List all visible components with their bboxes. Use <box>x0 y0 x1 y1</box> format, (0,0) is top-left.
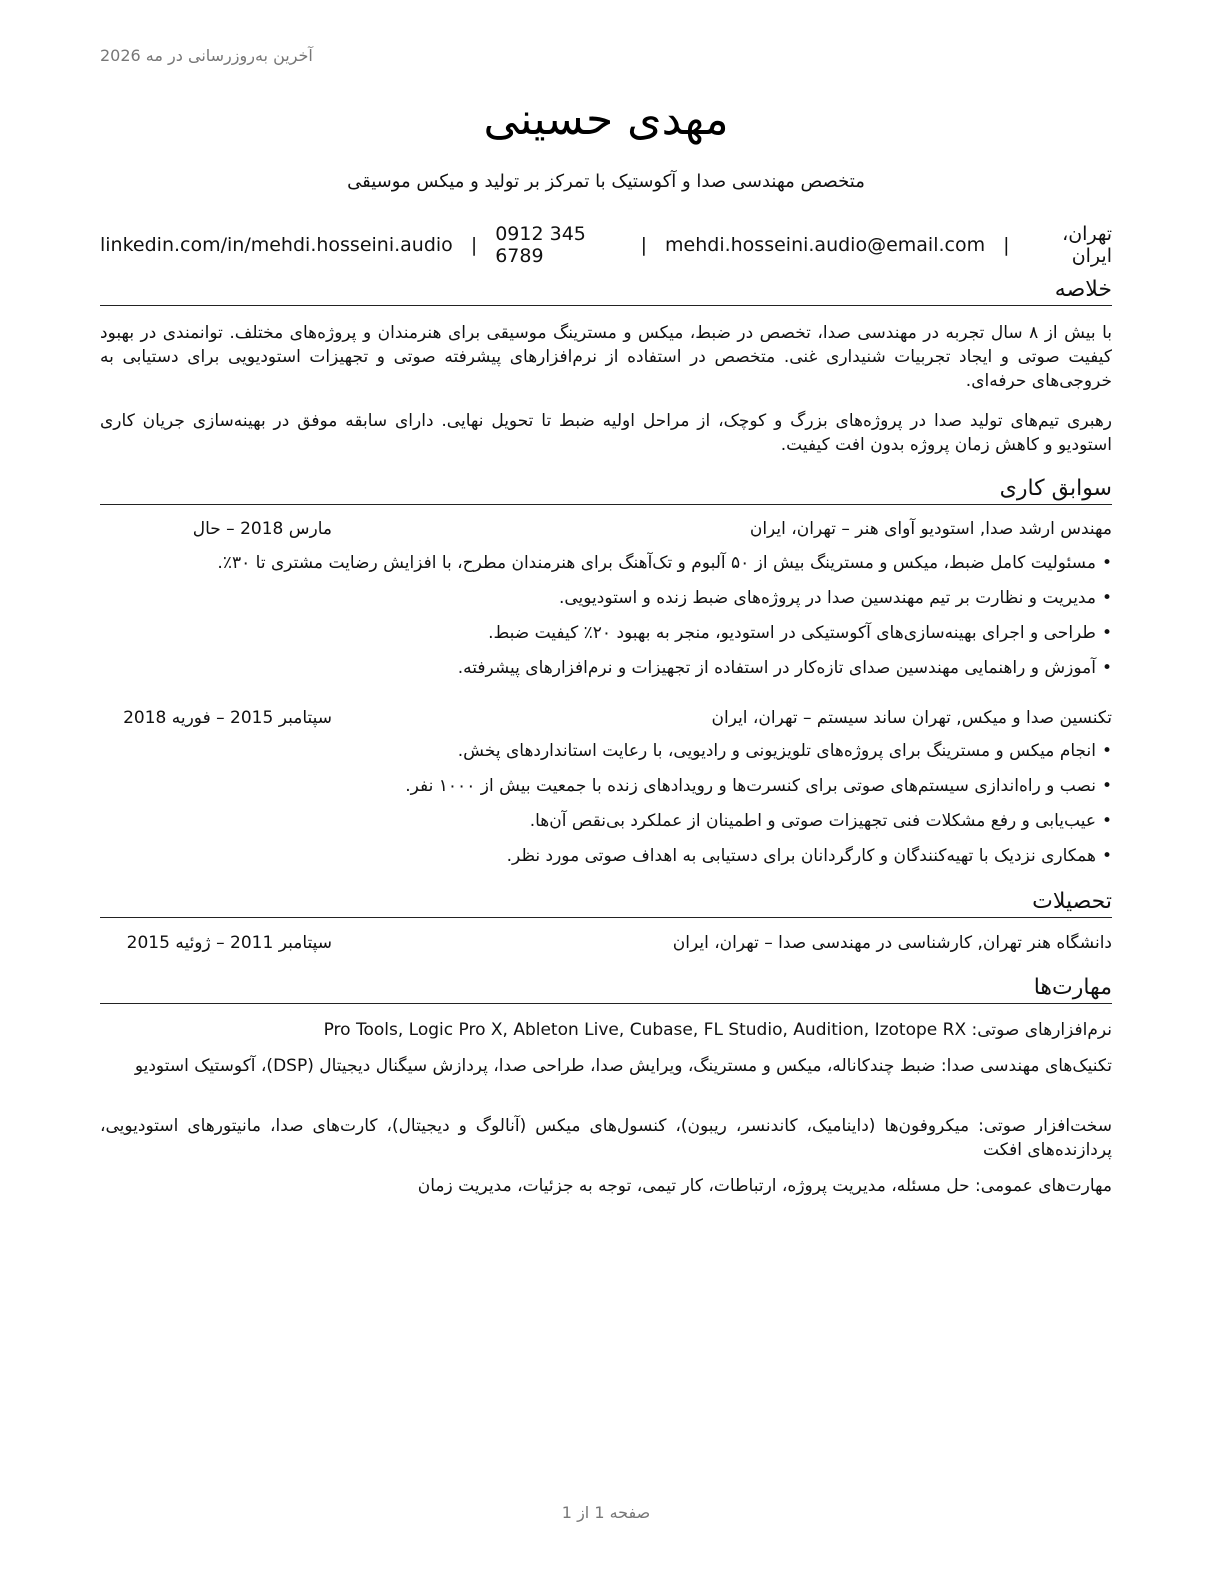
candidate-name: مهدی حسینی <box>483 94 729 145</box>
candidate-subtitle: متخصص مهندسی صدا و آکوستیک با تمرکز بر تولید و میکس موسیقی <box>347 171 865 192</box>
contact-line <box>100 223 1112 267</box>
job-bullet: •همکاری نزدیک با تهیه‌کنندگان و کارگردانان برای دستیابی به اهداف صوتی مورد نظر. <box>506 846 1112 866</box>
job-header <box>100 519 1112 543</box>
job-bullet: •نصب و راه‌اندازی سیستم‌های صوتی برای کنسرت‌ها و رویدادهای زنده با جمعیت بیش از ۱۰۰۰ نفر. <box>405 776 1112 796</box>
contact-separator: | <box>1003 234 1010 256</box>
bullet-dot: • <box>1101 658 1112 678</box>
contact-separator: | <box>640 234 648 256</box>
skill-line: مهارت‌های عمومی: حل مسئله، مدیریت پروژه، ارتباطات، کار تیمی، توجه به جزئیات، مدیریت زمان <box>417 1176 1112 1196</box>
contact-linkedin[interactable]: linkedin.com/in/mehdi.hosseini.audio <box>100 234 453 256</box>
job-date: مارس 2018 – حال <box>192 519 332 539</box>
bullet-dot: • <box>1101 553 1112 573</box>
job-bullet: •انجام میکس و مسترینگ برای پروژه‌های تلویزیونی و رادیویی، با رعایت استانداردهای پخش. <box>457 741 1112 761</box>
job-date: سپتامبر 2015 – فوریه 2018 <box>123 708 332 728</box>
job-bullet: •عیب‌یابی و رفع مشکلات فنی تجهیزات صوتی و اطمینان از عملکرد بی‌نقص آن‌ها. <box>529 811 1112 831</box>
bullet-dot: • <box>1101 846 1112 866</box>
experience-heading: سوابق کاری <box>100 475 1112 505</box>
skills-heading: مهارت‌ها <box>100 974 1112 1004</box>
job-title: مهندس ارشد صدا, استودیو آوای هنر – تهران، ایران <box>749 519 1112 539</box>
job-bullet: •آموزش و راهنمایی مهندسین صدای تازه‌کار در استفاده از تجهیزات و نرم‌افزارهای پیشرفته. <box>457 658 1112 678</box>
contact-phone[interactable]: 0912 345 6789 <box>495 223 586 267</box>
summary-paragraph: رهبری تیم‌های تولید صدا در پروژه‌های بزرگ و کوچک، از مراحل اولیه ضبط تا تحویل نهایی. دارای سابقه موفق در بهینه‌سازی جریان کاری استودیو و کاهش زمان پروژه بدون افت کیفیت. <box>100 411 1112 455</box>
job-bullets <box>100 739 1112 879</box>
job-bullet: •طراحی و اجرای بهینه‌سازی‌های آکوستیکی در استودیو، منجر به بهبود ۲۰٪ کیفیت ضبط. <box>488 623 1112 643</box>
resume-page <box>100 0 1112 1584</box>
skill-line: تکنیک‌های مهندسی صدا: ضبط چندکاناله، میکس و مسترینگ، ویرایش صدا، طراحی صدا، پردازش سیگنال دیجیتال (DSP)، آکوستیک استودیو <box>134 1056 1112 1076</box>
bullet-dot: • <box>1101 811 1112 831</box>
summary-heading: خلاصه <box>100 276 1112 306</box>
education-title: دانشگاه هنر تهران, کارشناسی در مهندسی صدا – تهران، ایران <box>672 933 1112 953</box>
skill-line: سخت‌افزار صوتی: میکروفون‌ها (داینامیک، کاندنسر، ریبون)، کنسول‌های میکس (آنالوگ و دیجیتال)، کارت‌های صدا، مانیتورهای استودیویی، پردازنده‌های افکت <box>100 1116 1112 1160</box>
job-bullet: •مسئولیت کامل ضبط، میکس و مسترینگ بیش از ۵۰ آلبوم و تک‌آهنگ برای هنرمندان مطرح، با افزایش رضایت مشتری تا ۳۰٪. <box>217 553 1112 573</box>
education-heading: تحصیلات <box>100 888 1112 918</box>
bullet-dot: • <box>1101 623 1112 643</box>
bullet-dot: • <box>1101 588 1112 608</box>
summary-paragraph: با بیش از ۸ سال تجربه در مهندسی صدا، تخصص در ضبط، میکس و مسترینگ موسیقی برای هنرمندان و پروژه‌های مختلف. توانمندی در بهبود کیفیت صوتی و ایجاد تجربیات شنیداری غنی. متخصص در استفاده از نرم‌افزارهای پیشرفته صوتی و تجهیزات استودیویی برای دستیابی به خروجی‌های حرفه‌ای. <box>100 323 1112 391</box>
education-date: سپتامبر 2011 – ژوئیه 2015 <box>126 933 332 953</box>
job-title: تکنسین صدا و میکس, تهران ساند سیستم – تهران، ایران <box>711 708 1112 728</box>
job-header <box>100 708 1112 732</box>
contact-location: تهران، ایران <box>1062 223 1112 267</box>
skill-line: نرم‌افزارهای صوتی: Pro Tools, Logic Pro X, Ableton Live, Cubase, FL Studio, Audition, Izotope RX <box>323 1020 1112 1040</box>
bullet-dot: • <box>1101 741 1112 761</box>
contact-email[interactable]: mehdi.hosseini.audio@email.com <box>665 234 986 256</box>
last-updated: آخرین به‌روزرسانی در مه 2026 <box>100 46 313 65</box>
education-entry <box>100 933 1112 957</box>
page-number: صفحه 1 از 1 <box>561 1503 651 1522</box>
job-bullet: •مدیریت و نظارت بر تیم مهندسین صدا در پروژه‌های ضبط زنده و استودیویی. <box>558 588 1112 608</box>
contact-separator: | <box>470 234 478 256</box>
bullet-dot: • <box>1101 776 1112 796</box>
job-bullets <box>100 551 1112 691</box>
